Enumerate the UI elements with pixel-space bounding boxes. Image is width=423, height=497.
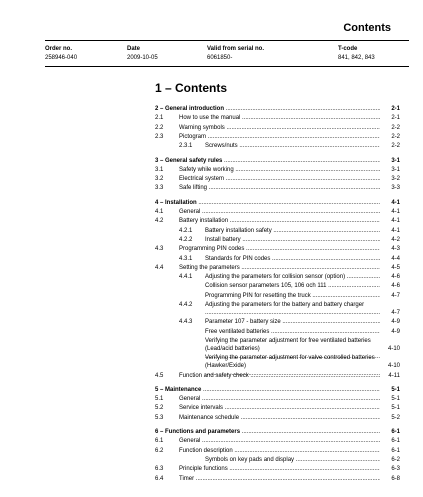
meta-value: 841, 842, 843	[338, 55, 375, 61]
toc-page-number: 2-1	[391, 115, 400, 122]
toc-page-number: 2-2	[391, 143, 400, 150]
document-meta	[45, 45, 409, 67]
toc-page-number: 6-1	[391, 447, 400, 454]
toc-entry[interactable]	[155, 217, 400, 225]
toc-page-number: 6-8	[391, 475, 400, 482]
toc-number: 4.4.2	[179, 302, 193, 308]
toc-entry[interactable]	[155, 447, 400, 455]
toc-page-number: 4-11	[388, 372, 400, 379]
header-rule-bottom	[45, 66, 409, 67]
toc-entry[interactable]	[155, 166, 400, 174]
toc-entry[interactable]	[155, 184, 400, 192]
toc-entry[interactable]	[155, 414, 400, 422]
toc-text: How to use the manual .....	[179, 114, 380, 122]
toc-page-number: 3-2	[391, 176, 400, 183]
toc-section[interactable]	[155, 157, 400, 165]
toc-text: Setting the parameters .....	[179, 264, 380, 272]
toc-entry[interactable]	[155, 465, 400, 473]
toc-entry[interactable]	[155, 133, 400, 141]
toc-entry[interactable]	[155, 282, 400, 290]
toc-entry[interactable]	[155, 114, 400, 122]
toc-page-number: 4-10	[387, 345, 400, 352]
toc-entry[interactable]	[155, 318, 400, 326]
toc-page-number: 6-1	[391, 429, 400, 435]
toc-number: 4.4.1	[179, 274, 193, 281]
toc-page-number: 4-6	[391, 274, 400, 281]
toc-number: 5 – Maintenance .....	[155, 386, 380, 394]
toc-number: 3.3	[155, 185, 164, 192]
toc-number: 4.3.1	[179, 255, 193, 262]
toc-number: 6 – Functions and parameters .....	[155, 428, 380, 436]
toc-page-number: 4-1	[391, 199, 400, 206]
toc-text: Safe lifting .....	[179, 184, 380, 192]
toc-page-number: 4-3	[391, 246, 400, 253]
toc-text: Maintenance schedule .....	[179, 414, 380, 422]
toc-entry[interactable]	[155, 337, 400, 353]
toc-number: 2.2	[155, 124, 164, 131]
toc-entry[interactable]	[155, 475, 400, 483]
toc-entry[interactable]	[155, 395, 400, 403]
toc-page-number: 5-1	[391, 405, 400, 412]
meta-value: 258946-040	[45, 55, 78, 61]
toc-page-number: 6-3	[391, 466, 400, 473]
toc-entry[interactable]	[155, 264, 400, 272]
toc-page-number: 4-9	[391, 328, 400, 335]
toc-page-number: 3-1	[391, 166, 400, 173]
toc-entry[interactable]	[155, 255, 400, 263]
toc-text: Warning symbols .....	[179, 124, 380, 132]
meta-tcode	[338, 45, 375, 63]
header-rule-top	[45, 40, 409, 41]
toc-number: 4.4	[155, 264, 164, 271]
toc-text: Programming PIN codes .....	[179, 245, 380, 253]
meta-order-no	[45, 45, 77, 63]
meta-label: Valid from serial no.	[207, 46, 265, 52]
toc-entry[interactable]	[155, 227, 400, 235]
toc-page-number: 4-2	[391, 236, 400, 243]
toc-text: Screws/nuts .....	[205, 142, 380, 150]
toc-page-number: 3-1	[391, 157, 400, 164]
toc-page-number: 2-2	[391, 133, 400, 140]
toc-number: 2 – General introduction .....	[155, 105, 380, 113]
toc-page-number: 4-4	[391, 255, 400, 262]
toc-entry[interactable]	[155, 175, 400, 183]
toc-number: 2.1	[155, 115, 164, 122]
toc-text: Adjusting the parameters for collision sensor (option) .....	[205, 273, 380, 281]
toc-number: 4.2	[155, 218, 164, 225]
toc-text: Timer .....	[179, 475, 380, 483]
meta-date	[127, 45, 158, 63]
toc-section[interactable]	[155, 386, 400, 394]
toc-text: Function and safety check .....	[179, 372, 380, 380]
toc-text: Battery installation safety .....	[205, 227, 380, 235]
toc-page-number: 4-1	[391, 227, 400, 234]
toc-page-number: 4-1	[391, 218, 400, 225]
meta-label: T-code	[338, 46, 358, 52]
toc-text: Battery installation .....	[179, 217, 380, 225]
page-header-title: Contents	[343, 22, 391, 34]
toc-text: Service intervals .....	[179, 404, 380, 412]
toc-entry[interactable]	[155, 292, 400, 300]
toc-number: 4 – Installation .....	[155, 199, 380, 207]
toc-text: Install battery .....	[205, 236, 380, 244]
toc-entry[interactable]	[155, 124, 400, 132]
toc-text: Programming PIN for resetting the truck .....	[205, 292, 380, 300]
toc-entry[interactable]	[155, 456, 400, 464]
toc-number: 4.3	[155, 246, 164, 253]
toc-entry[interactable]	[155, 328, 400, 336]
toc-section[interactable]	[155, 428, 400, 436]
toc-text: General .....	[179, 395, 380, 403]
toc-page-number: 4-7	[391, 292, 400, 299]
toc-page-number: 4-10	[387, 363, 400, 370]
toc-section[interactable]	[155, 105, 400, 113]
toc-number: 4.2.1	[179, 227, 193, 234]
meta-label: Order no.	[45, 46, 73, 52]
toc-number: 3.1	[155, 166, 164, 173]
toc-text: Verifying the parameter adjustment for valve controlled batteries (Hawker/Exide) .....	[205, 354, 380, 378]
toc-entry[interactable]	[155, 437, 400, 445]
toc-text: Adjusting the parameters for the battery and battery charger .....	[205, 301, 380, 317]
toc-page-number: 5-1	[391, 396, 400, 403]
toc-text: Collision sensor parameters 105, 106 och 111 .....	[205, 282, 380, 290]
toc-number: 3 – General safety rules .....	[155, 157, 380, 165]
toc-entry[interactable]	[155, 208, 400, 216]
toc-entry[interactable]	[155, 354, 400, 370]
toc-number: 4.5	[155, 372, 164, 379]
toc-number: 6.2	[155, 447, 164, 454]
toc-text: Safety while working .....	[179, 166, 380, 174]
toc-number: 5.2	[155, 405, 164, 412]
toc-text: Symbols on key pads and display .....	[205, 456, 380, 464]
toc-text: Function description .....	[179, 447, 380, 455]
toc-text: Free ventilated batteries .....	[205, 328, 380, 336]
toc-text: Principle functions .....	[179, 465, 380, 473]
toc-text: Verifying the parameter adjustment for free ventilated batteries (Lead/acid batteries) .....	[205, 337, 380, 361]
toc-entry[interactable]	[155, 273, 400, 281]
toc-text: Standards for PIN codes .....	[205, 255, 380, 263]
meta-label: Date	[127, 46, 141, 52]
toc-entry[interactable]	[155, 142, 400, 150]
toc-page-number: 4-9	[391, 319, 400, 326]
toc-number: 4.2.2	[179, 236, 193, 243]
toc-number: 5.3	[155, 414, 164, 421]
toc-entry[interactable]	[155, 372, 400, 380]
toc-text: General .....	[179, 208, 380, 216]
toc-number: 2.3	[155, 133, 164, 140]
toc-page-number: 5-2	[391, 414, 400, 421]
toc-page-number: 2-1	[391, 106, 400, 112]
toc-page-number: 5-1	[391, 386, 400, 393]
toc-page-number: 2-2	[391, 124, 400, 131]
toc-entry[interactable]	[155, 245, 400, 253]
toc-number: 6.4	[155, 475, 164, 482]
toc-page-number: 6-2	[391, 456, 400, 463]
toc-number: 4.4.3	[179, 319, 193, 326]
toc-section[interactable]	[155, 199, 400, 207]
page-title: 1 – Contents	[155, 81, 228, 95]
toc-entry[interactable]	[155, 404, 400, 412]
toc-entry[interactable]	[155, 236, 400, 244]
toc-text: Electrical system .....	[179, 175, 380, 183]
toc-page-number: 4-6	[391, 283, 400, 290]
meta-serial	[207, 45, 264, 63]
toc-page-number: 3-3	[391, 185, 400, 192]
toc-page-number: 4-7	[391, 310, 400, 316]
meta-value: 6061850-	[207, 55, 233, 61]
toc-number: 6.3	[155, 466, 164, 473]
toc-number: 4.1	[155, 209, 164, 215]
toc-page-number: 4-5	[391, 264, 400, 271]
toc-text: General .....	[179, 437, 380, 445]
toc-number: 2.3.1	[179, 143, 193, 150]
meta-value: 2009-10-05	[127, 55, 158, 61]
toc-text: Pictogram .....	[179, 133, 380, 141]
toc-text: Parameter 107 - battery size .....	[205, 318, 380, 326]
toc-number: 3.2	[155, 176, 164, 183]
toc-entry[interactable]	[155, 301, 400, 317]
toc-number: 6.1	[155, 438, 164, 445]
toc-number: 5.1	[155, 396, 164, 403]
toc-page-number: 6-1	[391, 438, 400, 445]
toc-page-number: 4-1	[391, 209, 400, 215]
